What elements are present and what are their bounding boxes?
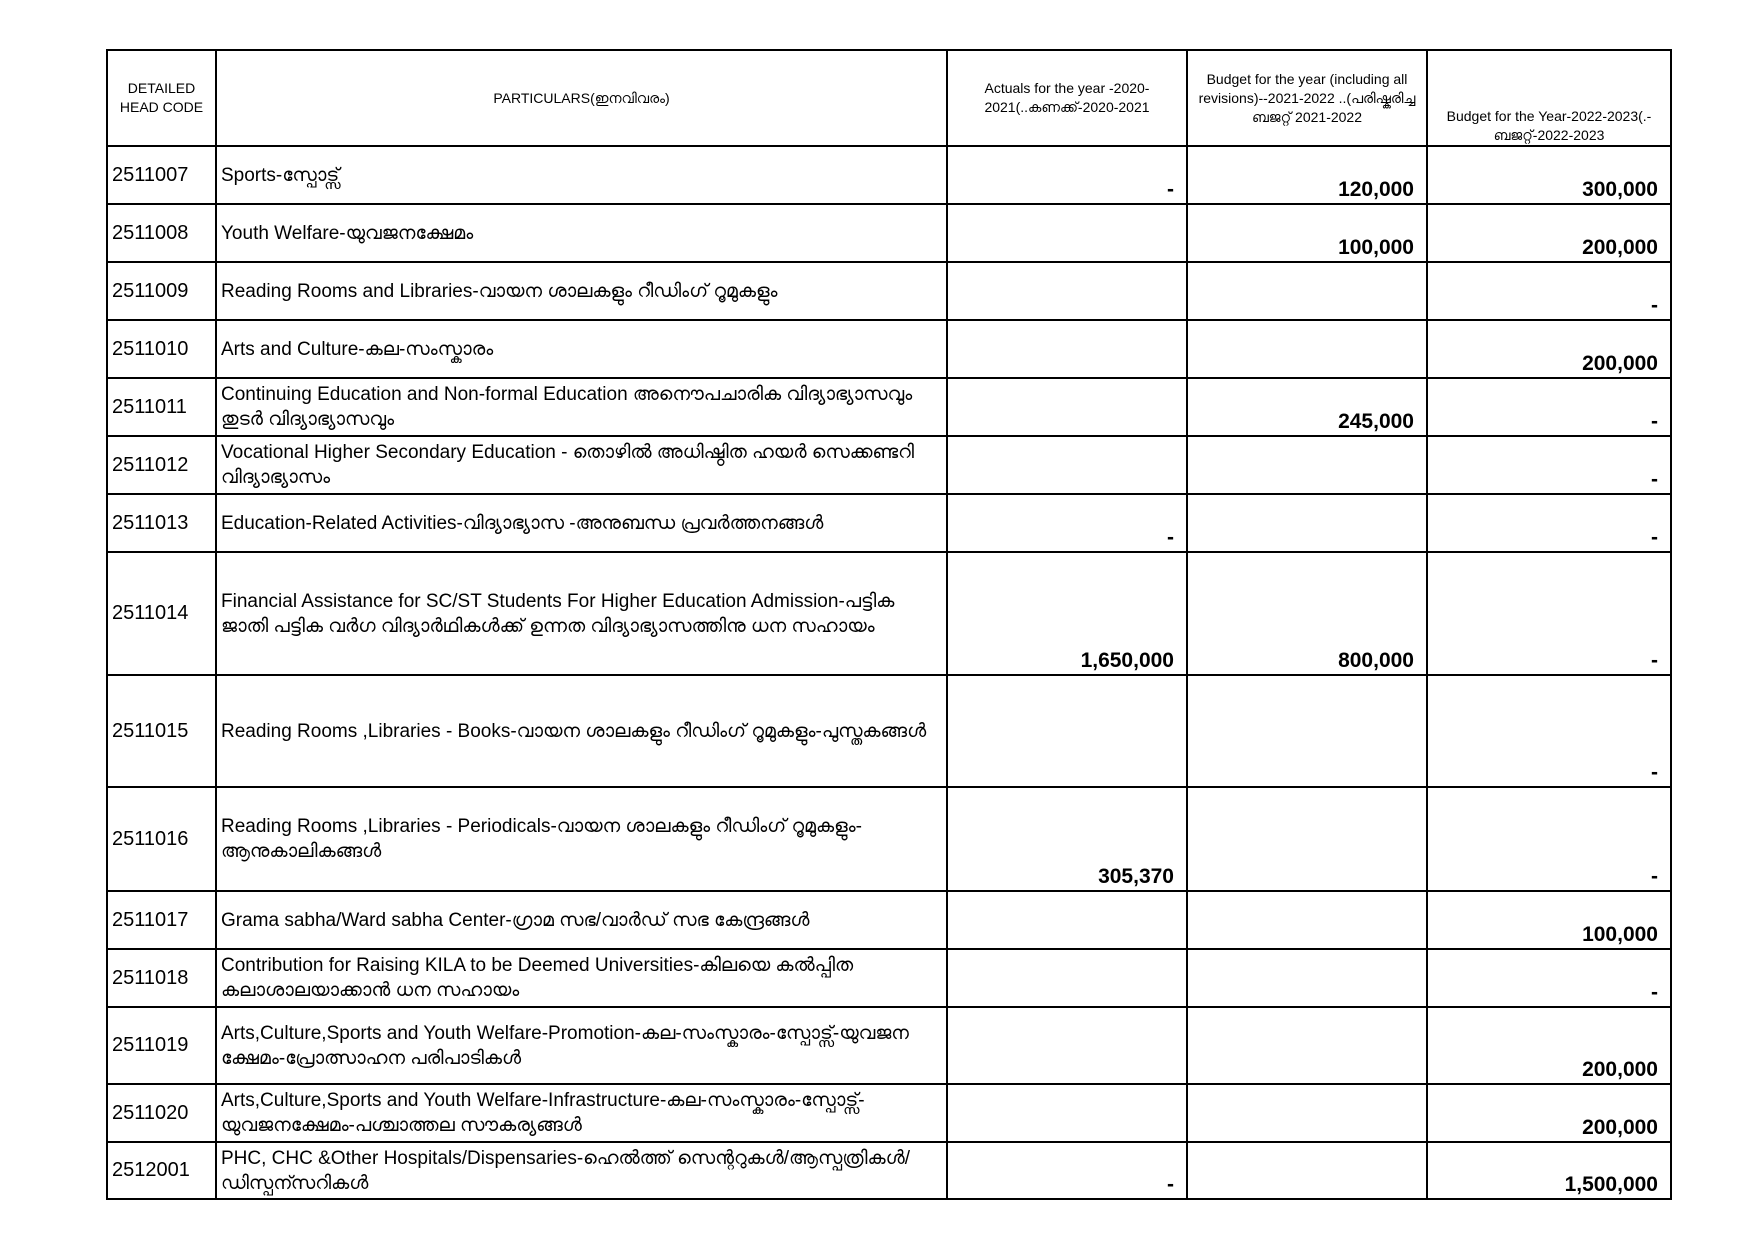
row-actuals: - [947,494,1187,552]
table-row [107,949,1671,1007]
row-code: 2511016 [107,787,216,891]
row-budget: 200,000 [1427,320,1671,378]
row-actuals [947,436,1187,494]
table-row [107,494,1671,552]
row-code: 2511019 [107,1007,216,1084]
table-row [107,262,1671,320]
table-row [107,552,1671,675]
row-code: 2511012 [107,436,216,494]
row-actuals: - [947,1142,1187,1199]
header-actuals: Actuals for the year -2020-2021(..കണക്ക്-2020-2021 [947,50,1187,146]
row-particulars: Grama sabha/Ward sabha Center-ഗ്രാമ സഭ/വാർഡ് സഭ കേന്ദ്രങ്ങൾ [216,891,947,949]
row-revised [1187,1007,1427,1084]
row-budget: - [1427,378,1671,436]
table-row [107,1084,1671,1142]
row-revised [1187,436,1427,494]
row-code: 2511015 [107,675,216,787]
row-actuals [947,949,1187,1007]
row-code: 2511011 [107,378,216,436]
row-budget: 200,000 [1427,1084,1671,1142]
budget-table [106,49,1672,1200]
row-revised [1187,262,1427,320]
row-code: 2511014 [107,552,216,675]
row-revised: 120,000 [1187,146,1427,204]
header-budget-new: Budget for the Year-2022-2023(.-ബജറ്റ്-2022-2023 [1427,50,1671,146]
table-row [107,675,1671,787]
row-revised [1187,787,1427,891]
table-row [107,378,1671,436]
row-particulars: Vocational Higher Secondary Education - തൊഴിൽ അധിഷ്ഠിത ഹയർ സെക്കണ്ടറി വിദ്യാഭ്യാസം [216,436,947,494]
header-budget-revised: Budget for the year (including all revisions)--2021-2022 ..(പരിഷ്കരിച്ച ബജറ്റ് 2021-2022 [1187,50,1427,146]
row-budget: - [1427,552,1671,675]
row-revised: 245,000 [1187,378,1427,436]
row-budget: - [1427,787,1671,891]
row-actuals [947,675,1187,787]
row-actuals [947,378,1187,436]
table-row [107,436,1671,494]
row-revised [1187,494,1427,552]
row-code: 2511020 [107,1084,216,1142]
row-particulars: Sports-സ്പോട്സ് [216,146,947,204]
row-actuals [947,262,1187,320]
row-revised [1187,1084,1427,1142]
row-particulars: Contribution for Raising KILA to be Deemed Universities-കിലയെ കൽപ്പിത കലാശാലയാക്കാൻ ധന സഹായം [216,949,947,1007]
row-particulars: Reading Rooms ,Libraries - Books-വായന ശാലകളും റീഡിംഗ് റൂമുകളും-പുസ്തകങ്ങൾ [216,675,947,787]
row-budget: 200,000 [1427,1007,1671,1084]
table-row [107,1007,1671,1084]
row-code: 2511008 [107,204,216,262]
row-budget: - [1427,436,1671,494]
header-particulars: PARTICULARS(ഇനവിവരം) [216,50,947,146]
row-budget: - [1427,949,1671,1007]
row-particulars: Arts,Culture,Sports and Youth Welfare-Infrastructure-കല-സംസ്കാരം-സ്പോട്സ്-യുവജനക്ഷേമം-പശ്ചാത്തല സൗകര്യങ്ങൾ [216,1084,947,1142]
row-particulars: PHC, CHC &Other Hospitals/Dispensaries-ഹെൽത്ത് സെന്ററുകൾ/ആസ്പത്രികൾ/ഡിസ്പന്സറികൾ [216,1142,947,1199]
row-revised [1187,320,1427,378]
row-particulars: Youth Welfare-യുവജനക്ഷേമം [216,204,947,262]
row-revised [1187,949,1427,1007]
header-code: DETAILED HEAD CODE [107,50,216,146]
row-revised [1187,675,1427,787]
row-code: 2511007 [107,146,216,204]
row-revised: 100,000 [1187,204,1427,262]
row-particulars: Reading Rooms ,Libraries - Periodicals-വായന ശാലകളും റീഡിംഗ് റൂമുകളും-ആനുകാലികങ്ങൾ [216,787,947,891]
row-revised [1187,891,1427,949]
row-code: 2511018 [107,949,216,1007]
table-row [107,1142,1671,1199]
row-code: 2511013 [107,494,216,552]
row-particulars: Reading Rooms and Libraries-വായന ശാലകളും റീഡിംഗ് റൂമുകളും [216,262,947,320]
row-actuals: 1,650,000 [947,552,1187,675]
row-actuals: - [947,146,1187,204]
row-actuals [947,891,1187,949]
row-revised: 800,000 [1187,552,1427,675]
row-code: 2511009 [107,262,216,320]
table-row [107,787,1671,891]
row-budget: - [1427,675,1671,787]
row-budget: 200,000 [1427,204,1671,262]
row-code: 2511010 [107,320,216,378]
row-actuals [947,1084,1187,1142]
row-budget: 100,000 [1427,891,1671,949]
row-revised [1187,1142,1427,1199]
row-budget: - [1427,262,1671,320]
row-particulars: Continuing Education and Non-formal Education അനൌപചാരിക വിദ്യാഭ്യാസവും തുടർ വിദ്യാഭ്യാസവും [216,378,947,436]
header-row [107,50,1671,146]
row-actuals [947,320,1187,378]
row-particulars: Education-Related Activities-വിദ്യാഭ്യാസ -അനുബന്ധ പ്രവർത്തനങ്ങൾ [216,494,947,552]
row-budget: 300,000 [1427,146,1671,204]
row-particulars: Arts,Culture,Sports and Youth Welfare-Promotion-കല-സംസ്കാരം-സ്പോട്സ്-യുവജന ക്ഷേമം-പ്രോത്സാഹന പരിപാടികൾ [216,1007,947,1084]
row-actuals [947,1007,1187,1084]
row-actuals [947,204,1187,262]
row-budget: - [1427,494,1671,552]
table-row [107,891,1671,949]
table-row [107,320,1671,378]
row-code: 2512001 [107,1142,216,1199]
table-row [107,204,1671,262]
table-row [107,146,1671,204]
row-particulars: Arts and Culture-കല-സംസ്കാരം [216,320,947,378]
row-code: 2511017 [107,891,216,949]
row-actuals: 305,370 [947,787,1187,891]
row-particulars: Financial Assistance for SC/ST Students For Higher Education Admission-പട്ടിക ജാതി പട്ടിക വർഗ വിദ്യാർഥികൾക്ക് ഉന്നത വിദ്യാഭ്യാസത്തിനു ധന സഹായം [216,552,947,675]
row-budget: 1,500,000 [1427,1142,1671,1199]
